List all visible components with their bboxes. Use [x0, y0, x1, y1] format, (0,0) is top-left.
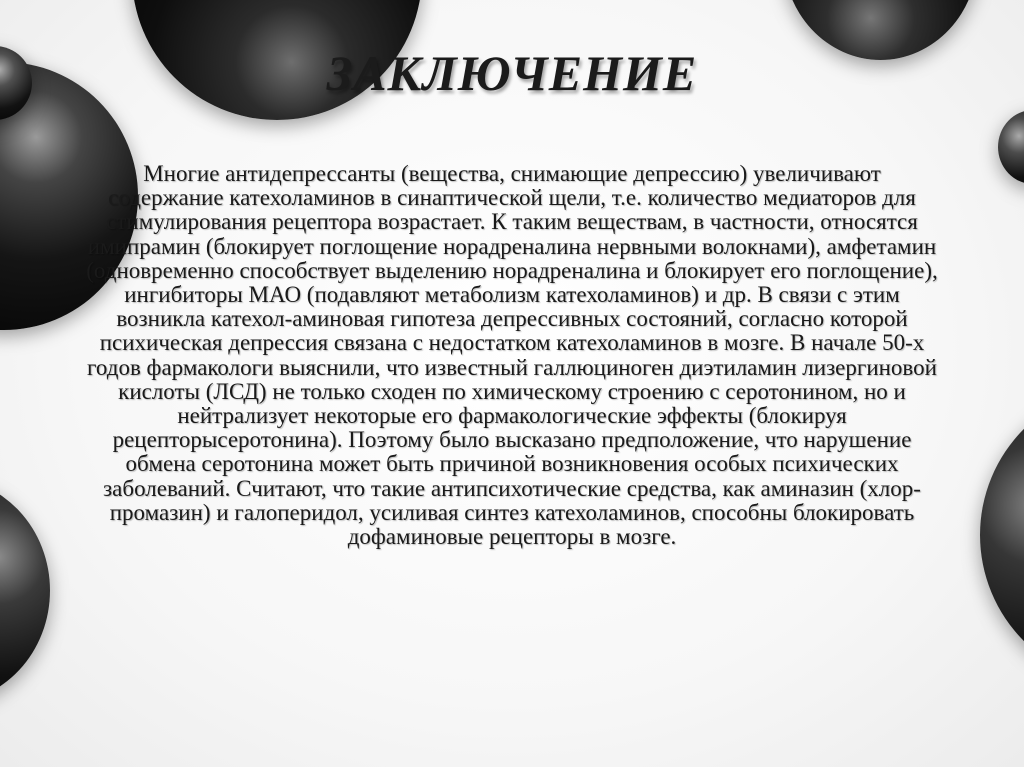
slide-body-text: Многие антидепрессанты (вещества, снимающие депрессию) увеличивают содержание катехоламинов в синаптической щели, т.е. количество медиаторов для стимулирования рецептора возрастает. К таким веществам, в частности, относятся имипрамин (блокирует поглощение норадреналина нервными волокнами), амфетамин (одновременно способствует выделению норадреналина и блокирует его поглощение), ингибиторы МАО (подавляют метаболизм катехоламинов) и др. В связи с этим возникла катехол-аминовая гипотеза депрессивных состояний, согласно которой психическая депрессия связана с недостатком катехоламинов в мозге. В начале 50-х годов фармакологи выяснили, что известный галлюциноген диэтиламин лизергиновой кислоты (ЛСД) не только сходен по химическому строению с серотонином, но и нейтрализует некоторые его фармакологические эффекты (блокируя рецепторысеротонина). Поэтому было высказано предположение, что нарушение обмена серотонина может быть причиной возникновения особых психических заболеваний. Считают, что такие антипсихотические средства, как аминазин (хлор-промазин) и галоперидол, усиливая синтез катехоламинов, способны блокировать дофаминовые рецепторы в мозге. [86, 161, 938, 550]
slide-title: ЗАКЛЮЧЕНИЕ [326, 45, 698, 101]
decorative-sphere [998, 110, 1024, 184]
decorative-sphere [980, 385, 1024, 685]
decorative-sphere [0, 478, 50, 703]
